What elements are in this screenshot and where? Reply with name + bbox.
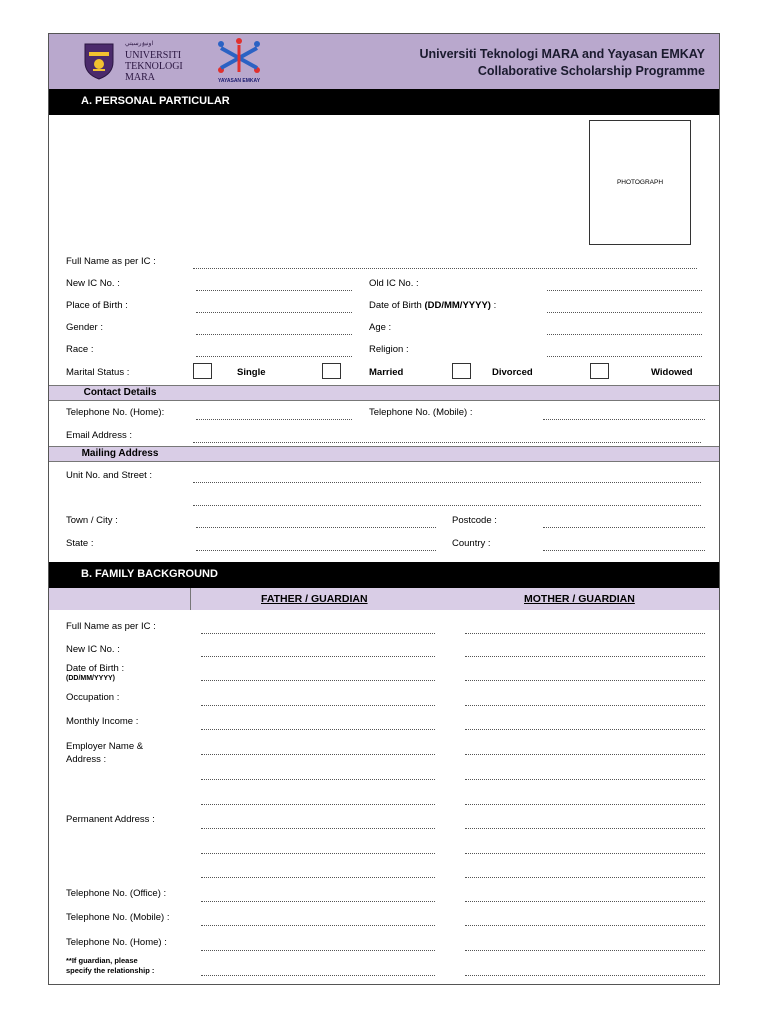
family-dob-label: Date of Birth : [66,663,125,674]
father-tel-office-field[interactable] [201,901,435,902]
widowed-option-label: Widowed [651,367,693,378]
photograph-box[interactable] [589,120,691,245]
mother-income-field[interactable] [465,729,705,730]
yayasan-emkay-logo [209,38,269,86]
form-header [49,34,719,89]
full-name-label: Full Name as per IC : [66,256,156,267]
married-checkbox[interactable] [322,363,341,379]
town-city-label: Town / City : [66,515,118,526]
race-label: Race : [66,344,94,355]
family-tel-office-label: Telephone No. (Office) : [66,888,167,899]
mother-guardian-header: MOTHER / GUARDIAN [524,593,635,605]
family-dob-format-label: (DD/MM/YYYY) [66,675,115,682]
full-name-field[interactable] [193,268,697,269]
age-field[interactable] [547,334,702,335]
emkay-figures-icon [209,38,269,76]
old-ic-label: Old IC No. : [369,278,419,289]
uitm-crest-icon [83,42,115,80]
marital-status-label: Marital Status : [66,367,130,378]
state-label: State : [66,538,94,549]
dob-label: Date of Birth (DD/MM/YYYY) : [369,300,497,311]
father-dob-field[interactable] [201,680,435,681]
father-full-name-field[interactable] [201,633,435,634]
new-ic-field[interactable] [196,290,352,291]
tel-home-label: Telephone No. (Home): [66,407,165,418]
family-occupation-label: Occupation : [66,692,120,703]
postcode-label: Postcode : [452,515,497,526]
unit-street-field-2[interactable] [193,505,701,506]
mother-employer-field-2[interactable] [465,779,705,780]
email-field[interactable] [193,442,701,443]
dob-field[interactable] [547,312,702,313]
family-new-ic-label: New IC No. : [66,644,120,655]
guardian-note-line2: specify the relationship : [66,966,155,975]
form-title-line2: Collaborative Scholarship Programme [477,64,705,78]
family-employer-label-line2: Address : [66,754,107,765]
religion-field[interactable] [547,356,702,357]
mother-full-name-field[interactable] [465,633,705,634]
father-address-field[interactable] [201,828,435,829]
father-address-field-3[interactable] [201,877,435,878]
tel-home-field[interactable] [196,419,352,420]
mother-new-ic-field[interactable] [465,656,705,657]
father-tel-mobile-field[interactable] [201,925,435,926]
unit-street-label: Unit No. and Street : [66,470,153,481]
contact-details-header: Contact Details [49,385,719,401]
unit-street-field[interactable] [193,482,701,483]
age-label: Age : [369,322,392,333]
photograph-label: PHOTOGRAPH [616,179,664,186]
family-permanent-address-label: Permanent Address : [66,814,155,825]
country-field[interactable] [543,550,705,551]
father-tel-home-field[interactable] [201,950,435,951]
religion-label: Religion : [369,344,409,355]
new-ic-label: New IC No. : [66,278,120,289]
father-employer-field-3[interactable] [201,804,435,805]
place-of-birth-label: Place of Birth : [66,300,128,311]
father-occupation-field[interactable] [201,705,435,706]
mother-employer-field-3[interactable] [465,804,705,805]
single-checkbox[interactable] [193,363,212,379]
divorced-checkbox[interactable] [452,363,471,379]
tel-mobile-label: Telephone No. (Mobile) : [369,407,473,418]
gender-field[interactable] [196,334,352,335]
widowed-checkbox[interactable] [590,363,609,379]
mother-tel-mobile-field[interactable] [465,925,705,926]
place-of-birth-field[interactable] [196,312,352,313]
race-field[interactable] [196,356,352,357]
mother-tel-office-field[interactable] [465,901,705,902]
section-b-header: B. FAMILY BACKGROUND [49,562,719,588]
tel-mobile-field[interactable] [543,419,705,420]
married-option-label: Married [369,367,404,378]
family-tel-home-label: Telephone No. (Home) : [66,937,167,948]
family-employer-label-line1: Employer Name & [66,741,144,752]
mother-address-field-3[interactable] [465,877,705,878]
family-monthly-income-label: Monthly Income : [66,716,139,727]
mother-employer-field[interactable] [465,754,705,755]
emkay-logo-text: YAYASAN EMKAY [217,78,261,84]
postcode-field[interactable] [543,527,705,528]
father-address-field-2[interactable] [201,853,435,854]
mother-address-field[interactable] [465,828,705,829]
father-income-field[interactable] [201,729,435,730]
father-new-ic-field[interactable] [201,656,435,657]
country-label: Country : [452,538,491,549]
form-title [420,46,706,80]
mother-address-field-2[interactable] [465,853,705,854]
family-tel-mobile-label: Telephone No. (Mobile) : [66,912,170,923]
mother-dob-field[interactable] [465,680,705,681]
state-field[interactable] [196,550,436,551]
gender-label: Gender : [66,322,103,333]
town-city-field[interactable] [196,527,436,528]
mailing-address-header: Mailing Address [49,446,719,462]
form-title-line1: Universiti Teknologi MARA and Yayasan EMKAY [419,47,705,61]
divorced-option-label: Divorced [492,367,533,378]
father-guardian-header: FATHER / GUARDIAN [261,593,368,605]
guardian-note-line1: **If guardian, please [66,956,138,965]
application-form [48,33,720,985]
email-label: Email Address : [66,430,132,441]
mother-relationship-field[interactable] [465,975,705,976]
old-ic-field[interactable] [547,290,702,291]
father-relationship-field[interactable] [201,975,435,976]
father-employer-field[interactable] [201,754,435,755]
uitm-logo-text: ﺍﻭﻧﻴۏﺭﺳﻴﺘﻲ UNIVERSITI TEKNOLOGI MARA [125,41,183,83]
mother-occupation-field[interactable] [465,705,705,706]
single-option-label: Single [237,367,266,378]
section-a-header: A. PERSONAL PARTICULAR [49,89,719,115]
mother-tel-home-field[interactable] [465,950,705,951]
family-full-name-label: Full Name as per IC : [66,621,156,632]
father-employer-field-2[interactable] [201,779,435,780]
family-columns-header [49,588,719,610]
